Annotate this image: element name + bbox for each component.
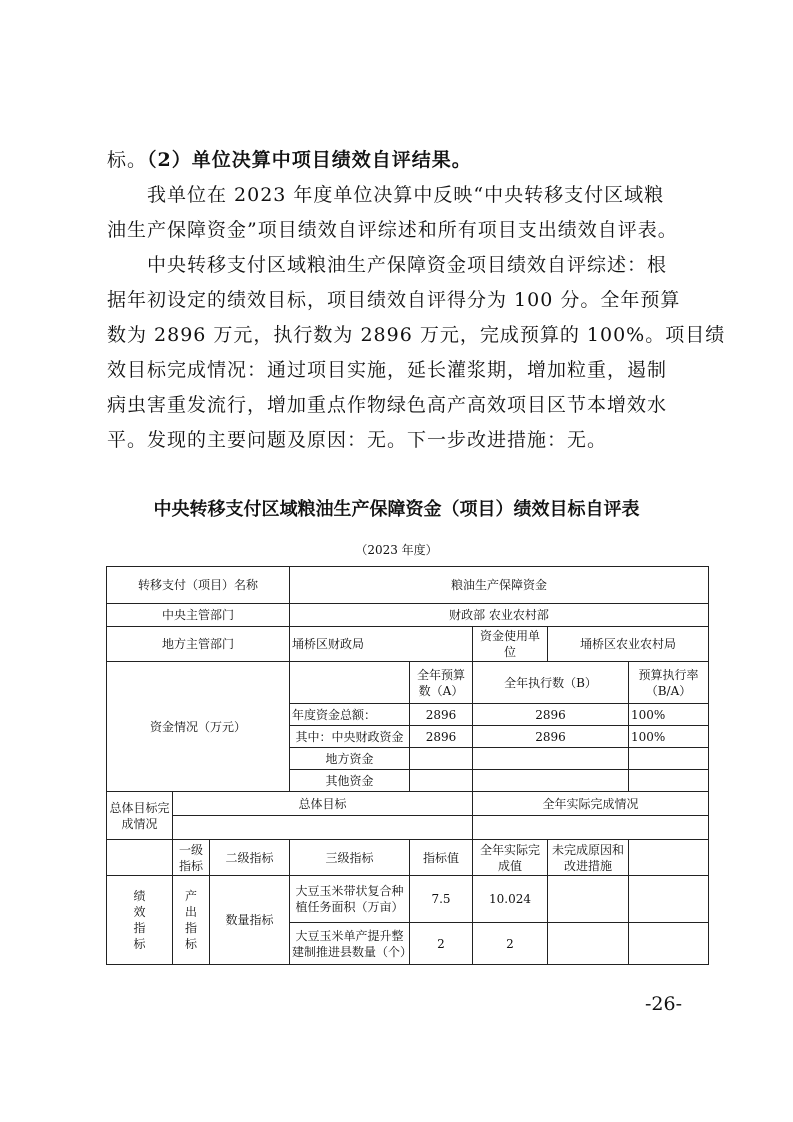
empty-cell bbox=[629, 923, 709, 965]
local-funds-label: 地方资金 bbox=[290, 748, 410, 770]
col-budget-header: 全年预算数（A） bbox=[410, 662, 473, 704]
paragraph-line: 平。发现的主要问题及原因：无。下一步改进措施：无。 bbox=[107, 429, 608, 451]
empty-cell bbox=[173, 816, 473, 840]
level1-header: 一级指标 bbox=[173, 840, 210, 876]
indicator-name: 大豆玉米单产提升整建制推进县数量（个） bbox=[290, 923, 410, 965]
quantity-label: 数量指标 bbox=[210, 876, 290, 965]
indicator-reason bbox=[548, 923, 629, 965]
evaluation-table bbox=[106, 566, 709, 965]
total-budget: 2896 bbox=[410, 704, 473, 726]
paragraph-line: 我单位在 2023 年度单位决算中反映“中央转移支付区域粮 bbox=[147, 184, 665, 206]
indicator-actual: 10.024 bbox=[473, 876, 548, 923]
funds-label: 资金情况（万元） bbox=[107, 662, 290, 792]
fund-unit: 埇桥区农业农村局 bbox=[548, 627, 709, 662]
paragraph-line: 效目标完成情况：通过项目实施，延长灌浆期，增加粒重，遏制 bbox=[107, 359, 668, 381]
empty-cell bbox=[629, 770, 709, 792]
empty-cell bbox=[290, 662, 410, 704]
output-label: 产出指标 bbox=[173, 876, 210, 965]
central-budget: 2896 bbox=[410, 726, 473, 748]
level3-header: 三级指标 bbox=[290, 840, 410, 876]
indicator-target: 2 bbox=[410, 923, 473, 965]
paragraph-line: 油生产保障资金”项目绩效自评综述和所有项目支出绩效自评表。 bbox=[107, 219, 678, 241]
project-name: 粮油生产保障资金 bbox=[290, 567, 709, 604]
total-exec: 2896 bbox=[473, 704, 629, 726]
body-text bbox=[107, 143, 726, 458]
empty-cell bbox=[629, 840, 709, 876]
central-dept-label: 中央主管部门 bbox=[107, 604, 290, 627]
overall-goal-header: 总体目标 bbox=[173, 792, 473, 816]
level2-header: 二级指标 bbox=[210, 840, 290, 876]
empty-cell bbox=[473, 770, 629, 792]
empty-cell bbox=[473, 748, 629, 770]
reason-header: 未完成原因和改进措施 bbox=[548, 840, 629, 876]
line-prefix: 标。 bbox=[107, 149, 148, 171]
fund-unit-label: 资金使用单位 bbox=[473, 627, 548, 662]
paragraph-line: 中央转移支付区域粮油生产保障资金项目绩效自评综述：根 bbox=[147, 254, 668, 276]
target-header: 指标值 bbox=[410, 840, 473, 876]
paragraph-line: 病虫害重发流行，增加重点作物绿色高产高效项目区节本增效水 bbox=[107, 394, 668, 416]
empty-cell bbox=[629, 748, 709, 770]
empty-cell bbox=[107, 840, 173, 876]
section-heading: （2）单位决算中项目绩效自评结果。 bbox=[147, 149, 472, 171]
indicator-reason bbox=[548, 876, 629, 923]
project-name-label: 转移支付（项目）名称 bbox=[107, 567, 290, 604]
central-funds-label: 其中：中央财政资金 bbox=[290, 726, 410, 748]
empty-cell bbox=[629, 876, 709, 923]
paragraph-line: 数为 2896 万元，执行数为 2896 万元，完成预算的 100%。项目绩 bbox=[107, 324, 726, 346]
page-number: -26- bbox=[645, 993, 683, 1015]
actual-header: 全年实际完成值 bbox=[473, 840, 548, 876]
indicator-name: 大豆玉米带状复合种植任务面积（万亩） bbox=[290, 876, 410, 923]
perf-label: 绩效指标 bbox=[107, 876, 173, 965]
total-rate: 100% bbox=[629, 704, 709, 726]
table-year: （2023 年度） bbox=[355, 543, 438, 557]
indicator-target: 7.5 bbox=[410, 876, 473, 923]
local-dept-label: 地方主管部门 bbox=[107, 627, 290, 662]
paragraph-line: 据年初设定的绩效目标，项目绩效自评得分为 100 分。全年预算 bbox=[107, 289, 681, 311]
col-exec-header: 全年执行数（B） bbox=[473, 662, 629, 704]
central-exec: 2896 bbox=[473, 726, 629, 748]
central-dept: 财政部 农业农村部 bbox=[290, 604, 709, 627]
overall-actual-header: 全年实际完成情况 bbox=[473, 792, 709, 816]
col-rate-header: 预算执行率（B/A） bbox=[629, 662, 709, 704]
local-dept: 埇桥区财政局 bbox=[290, 627, 473, 662]
empty-cell bbox=[473, 816, 709, 840]
empty-cell bbox=[410, 770, 473, 792]
other-funds-label: 其他资金 bbox=[290, 770, 410, 792]
section-heading-line bbox=[107, 143, 692, 178]
overall-label: 总体目标完成情况 bbox=[107, 792, 173, 840]
indicator-actual: 2 bbox=[473, 923, 548, 965]
empty-cell bbox=[410, 748, 473, 770]
table-title: 中央转移支付区域粮油生产保障资金（项目）绩效目标自评表 bbox=[153, 499, 640, 520]
central-rate: 100% bbox=[629, 726, 709, 748]
total-funds-label: 年度资金总额： bbox=[290, 704, 410, 726]
